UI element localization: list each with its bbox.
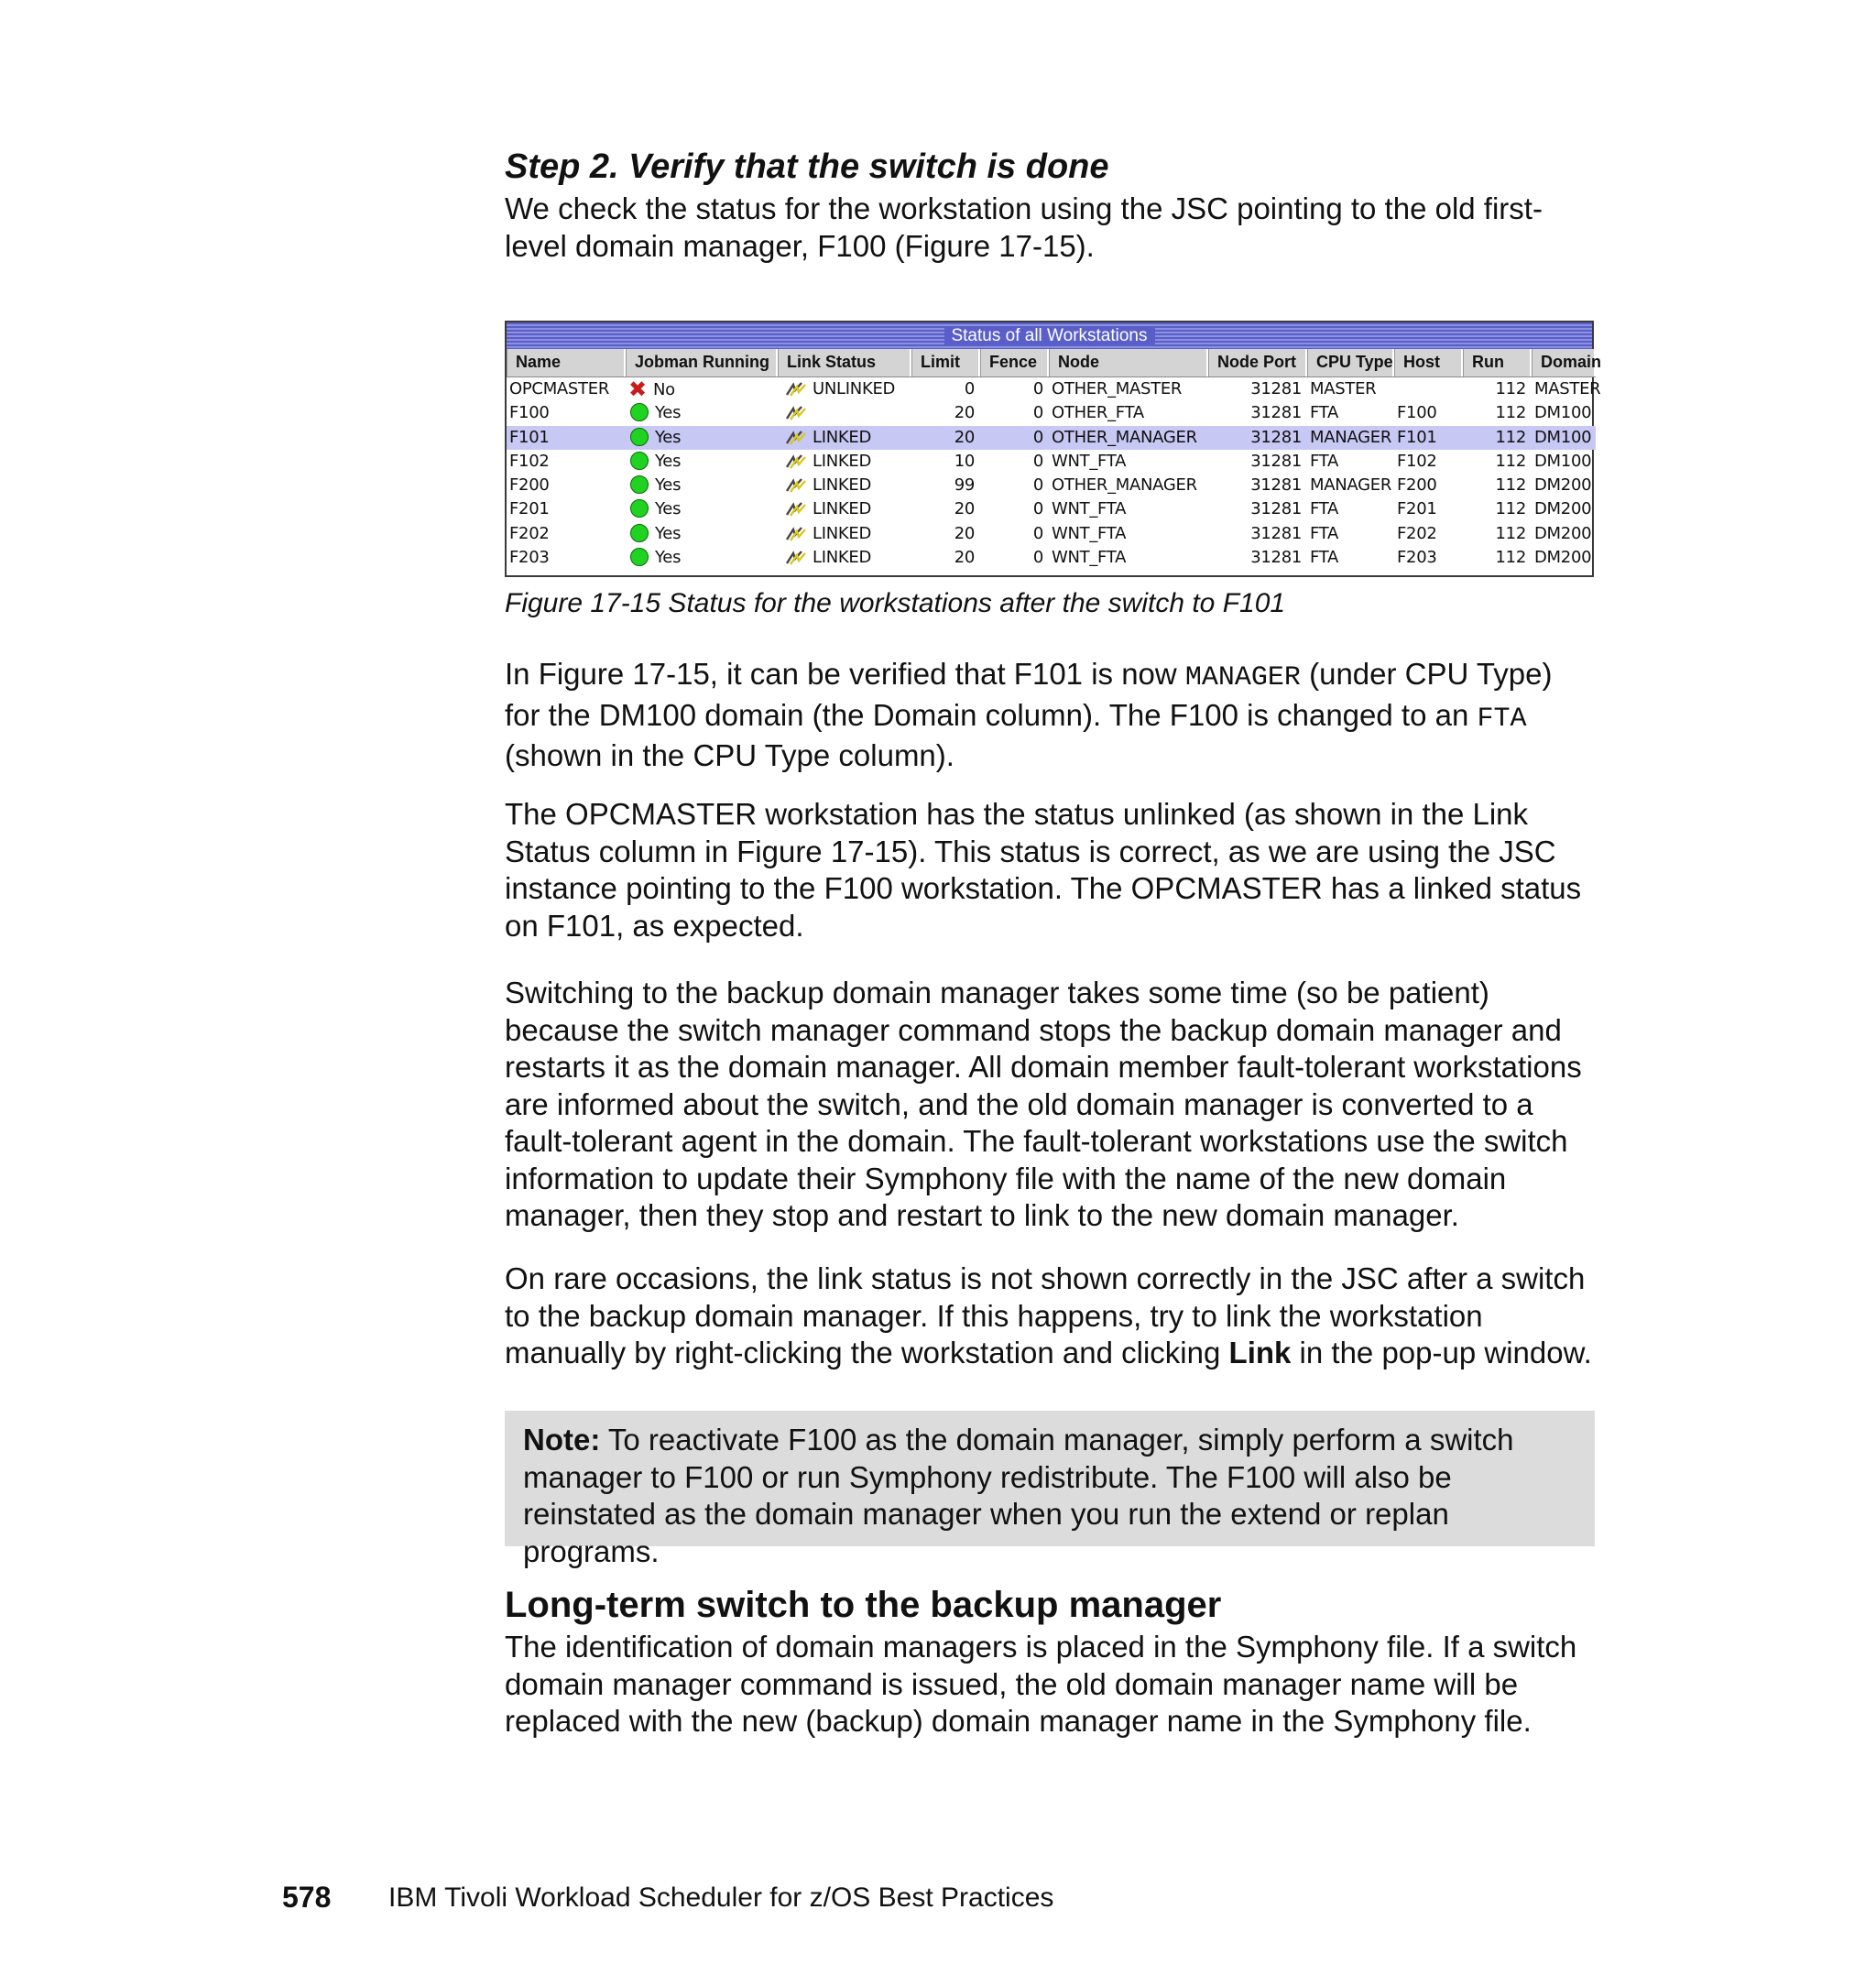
cell-text: F201 [1397, 499, 1437, 519]
cell-text: 0 [1032, 475, 1043, 496]
cell-cpu [1307, 450, 1394, 474]
cell-text: FTA [1310, 499, 1339, 519]
cell-host [1394, 450, 1463, 474]
cell-cpu [1307, 426, 1394, 450]
cell-text: F100 [1397, 403, 1437, 423]
cell-limit [911, 522, 980, 546]
cell-run [1463, 426, 1532, 450]
cell-text: F101 [1397, 427, 1437, 447]
cell-text: 0 [1032, 548, 1043, 568]
cell-text: FTA [1310, 523, 1339, 543]
cell-jobman [626, 474, 778, 497]
cell-text: 20 [954, 403, 975, 423]
cell-text: 112 [1495, 548, 1526, 568]
cell-limit [911, 497, 980, 521]
cell-text: Yes [655, 548, 682, 568]
cell-text: Yes [655, 475, 682, 496]
cell-text: LINKED [813, 475, 872, 496]
window-titlebar [507, 322, 1592, 349]
cell-fence [980, 474, 1049, 497]
table-row[interactable] [507, 497, 1596, 521]
green-dot-icon [630, 428, 649, 446]
cell-link [778, 522, 911, 546]
cell-text: LINKED [813, 427, 872, 447]
green-dot-icon [630, 499, 649, 518]
cell-jobman [626, 522, 778, 546]
column-header-run[interactable]: Run [1463, 349, 1532, 376]
cell-text: OTHER_MASTER [1052, 379, 1183, 398]
cell-run [1463, 546, 1532, 570]
table-row[interactable] [507, 376, 1601, 402]
cell-run [1463, 474, 1532, 497]
cell-host [1394, 401, 1463, 425]
cell-run [1463, 377, 1532, 401]
cell-host [1394, 474, 1463, 497]
cell-node [1049, 522, 1208, 546]
cell-text: Yes [655, 427, 682, 447]
cell-cpu [1307, 401, 1394, 425]
cell-name [507, 546, 626, 570]
cell-port [1208, 546, 1307, 570]
cell-text: OTHER_MANAGER [1052, 427, 1197, 447]
cell-jobman [626, 377, 778, 401]
cell-fence [980, 426, 1049, 450]
cell-fence [980, 377, 1049, 401]
text-run: in the pop-up window. [1291, 1336, 1592, 1369]
cell-text: 20 [954, 523, 975, 543]
cell-text: MANAGER [1310, 475, 1392, 496]
cell-text: Yes [655, 403, 682, 423]
cell-limit [911, 401, 980, 425]
cell-text: FTA [1310, 403, 1339, 423]
long-term-paragraph: The identification of domain managers is placed in the Symphony file. If a switch domain manager command is issued, the old domain manager name will be replaced with the new (backup) domain manager name in the Symphony file. [505, 1630, 1577, 1738]
cell-text: DM200 [1534, 475, 1592, 496]
cell-fence [980, 450, 1049, 474]
cell-text: LINKED [813, 451, 872, 471]
page-number: 578 [282, 1881, 332, 1914]
green-dot-icon [630, 452, 649, 470]
book-title: IBM Tivoli Workload Scheduler for z/OS Best Practices [388, 1882, 1054, 1913]
cell-text: OTHER_MANAGER [1052, 475, 1197, 496]
column-header-link-status[interactable]: Link Status [778, 349, 911, 376]
cell-text: MASTER [1310, 379, 1377, 398]
cell-text: F200 [1397, 475, 1437, 496]
cell-node [1049, 401, 1208, 425]
cell-link [778, 474, 911, 497]
cell-limit [911, 377, 980, 401]
cell-port [1208, 401, 1307, 425]
link-term: Link [1228, 1336, 1292, 1369]
cell-text: No [653, 380, 675, 399]
cell-run [1463, 522, 1532, 546]
intro-paragraph: We check the status for the workstation using the JSC pointing to the old first-level domain manager, F100 (Figure 17-15). [505, 191, 1543, 263]
cell-domain [1532, 546, 1596, 570]
column-header-limit[interactable]: Limit [911, 349, 980, 376]
opcmaster-paragraph: The OPCMASTER workstation has the status unlinked (as shown in the Link Status column in Figure 17-15). This status is correct, as we are using the JSC instance pointing to the F100 workstation. The OPCMASTER has a linked status on F101, as expected. [505, 797, 1582, 943]
cell-text: 112 [1495, 451, 1526, 471]
cell-host [1394, 522, 1463, 546]
cell-name [507, 450, 626, 474]
cell-text: Yes [655, 499, 682, 519]
column-header-name[interactable]: Name [507, 349, 626, 376]
cell-text: 112 [1495, 379, 1526, 398]
cell-text: 0 [1032, 403, 1043, 423]
green-dot-icon [630, 548, 649, 566]
cell-link [778, 426, 911, 450]
cell-name [507, 522, 626, 546]
cell-text: Yes [655, 451, 682, 471]
column-header-cpu-type[interactable]: CPU Type [1307, 349, 1394, 376]
text-run: (shown in the CPU Type column). [505, 738, 954, 772]
cell-text: 20 [954, 427, 975, 447]
cell-text: WNT_FTA [1052, 499, 1127, 519]
cell-port [1208, 450, 1307, 474]
cell-text: 31281 [1250, 451, 1302, 471]
cell-text: 0 [1032, 379, 1043, 398]
table-row[interactable] [507, 522, 1596, 546]
cell-text: DM100 [1534, 427, 1592, 447]
cell-text: WNT_FTA [1052, 451, 1127, 471]
cell-text: 0 [1032, 427, 1043, 447]
cell-name [507, 426, 626, 450]
cell-text: 10 [954, 451, 975, 471]
cell-text: F100 [509, 403, 550, 423]
cell-text: LINKED [813, 523, 872, 543]
cell-host [1394, 426, 1463, 450]
cell-text: 0 [964, 379, 975, 398]
cell-text: OPCMASTER [509, 379, 610, 398]
text-run: In Figure 17-15, it can be verified that F101 is now [505, 657, 1185, 691]
cell-text: MANAGER [1310, 427, 1392, 447]
cell-name [507, 401, 626, 425]
cell-name [507, 377, 626, 401]
cell-node [1049, 377, 1208, 401]
cell-jobman [626, 426, 778, 450]
switch-paragraph: Switching to the backup domain manager takes some time (so be patient) because the switch manager command stops the backup domain manager and restarts it as the domain manager. All domain member fault-tolerant workstations are informed about the switch, and the old domain manager is converted to a fault-tolerant agent in the domain. The fault-tolerant workstations use the switch information to update their Symphony file with the name of the new domain manager, then they stop and restart to link to the new domain manager. [505, 976, 1582, 1232]
cell-text: 112 [1495, 499, 1526, 519]
cell-domain [1532, 497, 1596, 521]
code-fta: FTA [1477, 703, 1527, 735]
cell-text: F202 [1397, 523, 1437, 543]
cell-jobman [626, 450, 778, 474]
cell-host [1394, 377, 1463, 401]
cell-text: F200 [509, 475, 550, 496]
cell-jobman [626, 497, 778, 521]
verify-paragraph [505, 656, 1595, 775]
cell-text: WNT_FTA [1052, 548, 1127, 568]
note-box [505, 1411, 1595, 1568]
cell-limit [911, 546, 980, 570]
cell-cpu [1307, 474, 1394, 497]
cell-text: MASTER [1534, 379, 1601, 398]
column-header-host[interactable]: Host [1394, 349, 1463, 376]
cell-node [1049, 426, 1208, 450]
table-body [507, 376, 1601, 570]
note-text: To reactivate F100 as the domain manager, simply perform a switch manager to F100 or run Symphony redistribute. The F100 will also be reinstated as the domain manager when you run the extend or replan programs. [523, 1423, 1514, 1568]
cell-run [1463, 497, 1532, 521]
cell-cpu [1307, 546, 1394, 570]
cell-text: 31281 [1250, 403, 1302, 423]
workstation-status-screenshot [505, 321, 1602, 577]
cell-text: 112 [1495, 403, 1526, 423]
cell-port [1208, 426, 1307, 450]
code-manager: MANAGER [1184, 662, 1301, 693]
cell-limit [911, 474, 980, 497]
link-status-icon [785, 550, 807, 573]
cell-link [778, 497, 911, 521]
table-row[interactable] [507, 474, 1596, 497]
cell-text: DM200 [1534, 523, 1592, 543]
cell-port [1208, 497, 1307, 521]
cell-fence [980, 497, 1049, 521]
column-header-domain[interactable]: Domain [1532, 349, 1596, 376]
cell-name [507, 474, 626, 497]
cell-jobman [626, 401, 778, 425]
note-label: Note: [523, 1423, 601, 1457]
cell-limit [911, 426, 980, 450]
cell-node [1049, 450, 1208, 474]
cell-text: F102 [1397, 451, 1437, 471]
cell-fence [980, 546, 1049, 570]
cell-text: 31281 [1250, 379, 1302, 398]
cell-text: F101 [509, 427, 550, 447]
cell-text: 0 [1032, 523, 1043, 543]
column-header-fence[interactable]: Fence [980, 349, 1049, 376]
cell-text: WNT_FTA [1052, 523, 1127, 543]
cell-text: F202 [509, 523, 550, 543]
cell-text: 112 [1495, 427, 1526, 447]
cell-cpu [1307, 497, 1394, 521]
cell-domain [1532, 426, 1596, 450]
cell-text: F203 [1397, 548, 1437, 568]
cell-text: 31281 [1250, 475, 1302, 496]
x-icon: ✖ [628, 376, 647, 402]
cell-text: 20 [954, 499, 975, 519]
cell-text: 31281 [1250, 427, 1302, 447]
text-run: (under CPU Type) for the DM100 domain (the Domain column). The F100 is changed to an [505, 657, 1553, 732]
cell-cpu [1307, 522, 1394, 546]
cell-name [507, 497, 626, 521]
workstation-table[interactable] [507, 349, 1602, 570]
table-row[interactable] [507, 546, 1596, 570]
cell-port [1208, 522, 1307, 546]
cell-domain [1532, 450, 1596, 474]
cell-text: FTA [1310, 451, 1339, 471]
cell-domain [1532, 474, 1596, 497]
green-dot-icon [630, 524, 649, 542]
note-paragraph [523, 1422, 1576, 1570]
cell-run [1463, 450, 1532, 474]
cell-text: Yes [655, 523, 682, 543]
cell-port [1208, 377, 1307, 401]
cell-text: 20 [954, 548, 975, 568]
cell-link [778, 401, 911, 425]
cell-run [1463, 401, 1532, 425]
cell-domain [1532, 522, 1596, 546]
cell-text: 0 [1032, 451, 1043, 471]
cell-text: OTHER_FTA [1052, 403, 1144, 423]
cell-text: UNLINKED [813, 379, 896, 398]
cell-text: 112 [1495, 475, 1526, 496]
window-title: Status of all Workstations [943, 326, 1154, 346]
column-header-node[interactable]: Node [1049, 349, 1208, 376]
cell-text: DM200 [1534, 548, 1592, 568]
cell-text: 31281 [1250, 499, 1302, 519]
cell-fence [980, 401, 1049, 425]
cell-node [1049, 546, 1208, 570]
cell-domain [1532, 377, 1601, 401]
cell-text: LINKED [813, 499, 872, 519]
cell-limit [911, 450, 980, 474]
section-heading: Long-term switch to the backup manager [505, 1585, 1222, 1625]
cell-node [1049, 497, 1208, 521]
cell-node [1049, 474, 1208, 497]
table-row[interactable] [507, 401, 1596, 425]
cell-host [1394, 546, 1463, 570]
cell-text: 0 [1032, 499, 1043, 519]
cell-text: F203 [509, 548, 550, 568]
cell-text: DM200 [1534, 499, 1592, 519]
cell-text: 112 [1495, 523, 1526, 543]
cell-text: 31281 [1250, 523, 1302, 543]
table-row[interactable] [507, 450, 1596, 474]
table-row[interactable] [507, 426, 1596, 450]
rare-paragraph [505, 1260, 1595, 1372]
green-dot-icon [630, 403, 649, 421]
cell-fence [980, 522, 1049, 546]
column-header-jobman-running[interactable]: Jobman Running [626, 349, 778, 376]
cell-jobman [626, 546, 778, 570]
cell-text: DM100 [1534, 403, 1592, 423]
cell-link [778, 546, 911, 570]
figure-caption: Figure 17-15 Status for the workstations after the switch to F101 [505, 588, 1286, 618]
table-header [507, 349, 1602, 377]
column-header-node-port[interactable]: Node Port [1208, 349, 1307, 376]
cell-text: FTA [1310, 548, 1339, 568]
step-heading: Step 2. Verify that the switch is done [505, 147, 1109, 186]
cell-host [1394, 497, 1463, 521]
cell-text: LINKED [813, 548, 872, 568]
cell-text: 99 [954, 475, 975, 496]
cell-domain [1532, 401, 1596, 425]
cell-cpu [1307, 377, 1394, 401]
cell-text: F201 [509, 499, 550, 519]
cell-port [1208, 474, 1307, 497]
cell-text: 31281 [1250, 548, 1302, 568]
green-dot-icon [630, 475, 649, 494]
cell-link [778, 450, 911, 474]
text-run: On rare occasions, the link status is not shown correctly in the JSC after a switch to the backup domain manager. If this happens, try to link the workstation manually by right-clicking the workstation and clicking [505, 1261, 1586, 1369]
cell-link [778, 377, 911, 401]
cell-text: DM100 [1534, 451, 1592, 471]
cell-text: F102 [509, 451, 550, 471]
